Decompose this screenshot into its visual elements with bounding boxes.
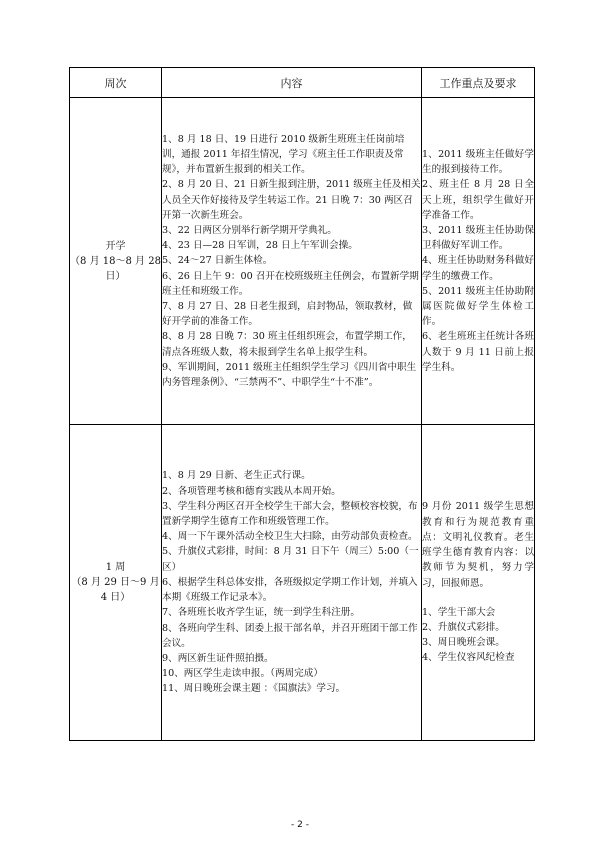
content-cell [162, 98, 422, 425]
requirement-item: 3、周日晚班会课。 [422, 637, 505, 649]
content-item: 10、两区学生走读申报。（两周完成） [162, 668, 323, 680]
week-dates: （8 月 18～8 月 28 日） [70, 255, 161, 282]
requirement-item: 5、2011 级班主任协助附属医院做好学生体检工作。 [422, 285, 534, 328]
requirement-item: 1、学生干部大会 [422, 606, 496, 618]
content-item: 3、22 日两区分别举行新学期开学典礼。 [162, 224, 337, 236]
content-item: 7、各班班长收齐学生证，统一到学生科注册。 [162, 607, 360, 619]
content-cell [162, 425, 422, 741]
requirement-item: 4、班主任协助财务科做好学生的缴费工作。 [422, 255, 534, 282]
content-item: 5、升旗仪式彩排，时间：8 月 31 日下午（周三）5:00（一区） [162, 546, 419, 573]
content-item: 11、周日晚班会课主题 ：《国旗法》学习。 [162, 683, 346, 695]
header-content: 内容 [162, 68, 422, 98]
week-dates: （8 月 29 日～9 月 4 日） [71, 577, 160, 603]
content-item: 2、各项管理考核和德育实践从本周开始。 [162, 485, 341, 497]
header-requirements: 工作重点及要求 [422, 68, 535, 98]
requirements-cell [422, 425, 535, 741]
header-week: 周次 [70, 68, 162, 98]
requirements-cell [422, 98, 535, 425]
requirement-intro: 9 月份 2011 级学生思想教育和行为规范教育重点：文明礼仪教育。老生班学生德育教育内容：以教师节为契机，努力学习，回报师恩。 [422, 501, 534, 589]
week-cell [70, 425, 162, 741]
week-label: 1 周 [105, 562, 126, 573]
spacer [422, 591, 534, 605]
content-item: 6、根据学生科总体安排，各班级拟定学期工作计划，并填入本期《班级工作记录本》。 [162, 576, 418, 604]
requirement-item: 3、2011 级班主任协助保卫科做好军训工作。 [422, 224, 534, 252]
content-item: 9、两区新生证件照拍摄。 [162, 652, 274, 664]
requirement-item: 6、老生班班主任统计各班人数于 9 月 11 日前上报学生科。 [422, 331, 534, 373]
requirement-item: 1、2011 级班主任做好学生的报到接待工作。 [422, 148, 534, 176]
content-item: 7、8 月 27 日、28 日老生报到，启封物品，领取教材，做好开学前的准备工作。 [162, 301, 413, 328]
table-header-row [70, 68, 535, 98]
content-item: 9、军训期间，2011 级班主任组织学生学习《四川省中职生内务管理条例》、“三禁两不”、中职学生“十不准”。 [162, 361, 417, 389]
week-cell [70, 98, 162, 425]
content-item: 6、26 日上午 9：00 召开在校班级班主任例会，布置新学期班主任和班级工作。 [162, 270, 419, 297]
requirement-item: 2、升旗仪式彩排。 [422, 621, 505, 633]
table-row [70, 98, 535, 425]
content-item: 4、23 日—28 日军训，28 日上午军训会操。 [162, 240, 358, 252]
content-item: 3、学生科分两区召开全校学生干部大会，整顿校容校貌，布置新学期学生德育工作和班级管理工作。 [162, 500, 418, 528]
schedule-table [69, 67, 535, 741]
content-item: 4、周一下午课外活动全校卫生大扫除，由劳动部负责检查。 [162, 531, 418, 543]
requirement-item: 2、班主任 8 月 28 日全天上班，组织学生做好开学准备工作。 [422, 179, 534, 221]
week-label: 开学 [105, 240, 126, 252]
requirement-item: 4、学生仪容风纪检查 [422, 652, 515, 664]
content-item: 8、8 月 28 日晚 7：30 班主任组织班会，布置学期工作，清点各班级人数，将未报到学生名单上报学生科。 [162, 331, 412, 358]
content-item: 5、24～27 日新生体检。 [162, 255, 273, 267]
page-number: - 2 - [291, 820, 309, 830]
content-item: 1、8 月 18 日、19 日进行 2010 级新生班班主任岗前培训，通报 2011 年招生情况，学习《班主任工作职责及常规》，并布置新生报到的相关工作。 [162, 133, 405, 176]
content-item: 2、8 月 20 日、21 日新生报到注册，2011 级班主任及相关人员全天作好接待及学生转运工作。21 日晚 7：30 两区召开第一次新生班会。 [162, 179, 421, 221]
content-item: 1、8 月 29 日新、老生正式行课。 [162, 470, 311, 482]
table-row [70, 425, 535, 741]
content-item: 8、各班向学生科、团委上报干部名单，并召开班团干部工作会议。 [162, 622, 418, 649]
